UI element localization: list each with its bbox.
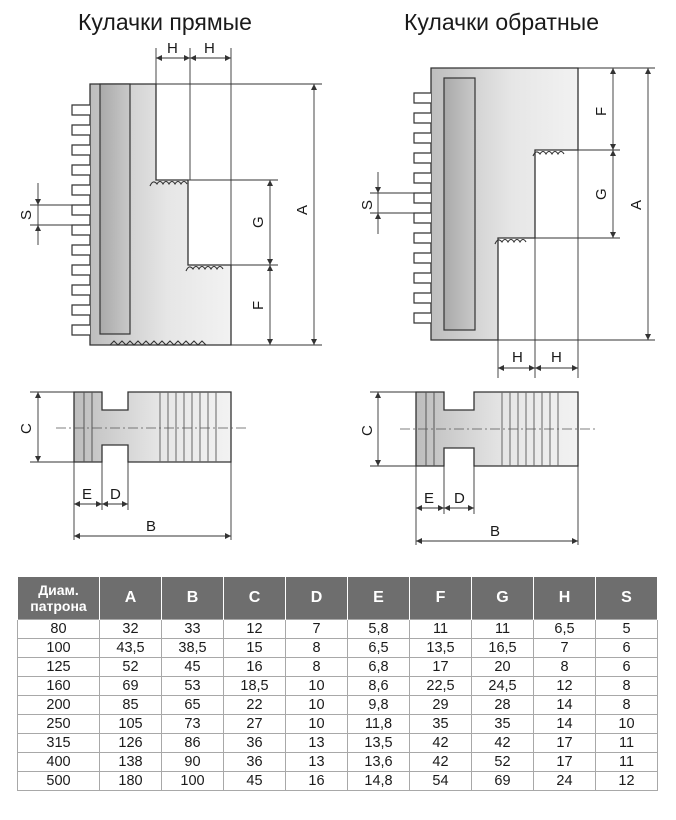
table-cell: 86 (162, 734, 224, 753)
dim-label-g-rev: G (593, 188, 610, 200)
table-cell: 6,5 (534, 620, 596, 639)
table-cell: 16,5 (472, 639, 534, 658)
table-cell: 6,8 (348, 658, 410, 677)
straight-jaw-front-view (72, 84, 231, 345)
table-cell: 180 (100, 772, 162, 791)
table-cell: 16 (224, 658, 286, 677)
table-row (18, 639, 658, 658)
dim-label-e: E (82, 486, 93, 503)
table-cell: 7 (286, 620, 348, 639)
table-cell: 9,8 (348, 696, 410, 715)
table-cell: 8 (596, 696, 658, 715)
table-row (18, 715, 658, 734)
table-cell: 11 (472, 620, 534, 639)
straight-jaw-top-view (56, 392, 248, 462)
table-cell: 138 (100, 753, 162, 772)
table-cell: 11 (596, 734, 658, 753)
header-d: D (286, 577, 348, 620)
table-row (18, 620, 658, 639)
table-cell: 36 (224, 734, 286, 753)
table-row (18, 696, 658, 715)
dim-label-h1-rev: H (512, 349, 523, 366)
table-cell: 8 (286, 658, 348, 677)
table-cell: 42 (472, 734, 534, 753)
title-reverse-jaws: Кулачки обратные (404, 9, 599, 35)
header-a: A (100, 577, 162, 620)
table-cell: 27 (224, 715, 286, 734)
dim-label-f: F (250, 300, 267, 310)
table-cell: 17 (534, 734, 596, 753)
table-cell-diameter: 100 (18, 639, 100, 658)
table-cell: 42 (410, 734, 472, 753)
table-cell: 12 (224, 620, 286, 639)
table-cell: 6 (596, 658, 658, 677)
table-cell-diameter: 125 (18, 658, 100, 677)
table-cell-diameter: 160 (18, 677, 100, 696)
table-cell: 45 (224, 772, 286, 791)
table-cell-diameter: 200 (18, 696, 100, 715)
table-cell: 13,6 (348, 753, 410, 772)
dim-label-f-rev: F (593, 106, 610, 116)
table-cell: 13 (286, 734, 348, 753)
table-cell-diameter: 500 (18, 772, 100, 791)
table-cell: 52 (472, 753, 534, 772)
table-cell: 10 (286, 715, 348, 734)
table-cell: 11,8 (348, 715, 410, 734)
table-cell: 8 (286, 639, 348, 658)
table-cell-diameter: 250 (18, 715, 100, 734)
table-cell: 6,5 (348, 639, 410, 658)
dim-label-b-rev: B (490, 523, 501, 540)
table-cell-diameter: 80 (18, 620, 100, 639)
table-cell: 12 (596, 772, 658, 791)
dim-label-h1: H (167, 40, 178, 57)
table-cell: 73 (162, 715, 224, 734)
table-cell: 7 (534, 639, 596, 658)
table-cell: 35 (472, 715, 534, 734)
dim-label-h2-rev: H (551, 349, 562, 366)
table-cell: 69 (100, 677, 162, 696)
table-cell: 53 (162, 677, 224, 696)
table-cell: 33 (162, 620, 224, 639)
table-cell: 22,5 (410, 677, 472, 696)
header-h: H (534, 577, 596, 620)
dim-label-d-rev: D (454, 490, 465, 507)
table-row (18, 734, 658, 753)
table-cell: 8 (534, 658, 596, 677)
table-cell: 24 (534, 772, 596, 791)
table-cell: 17 (534, 753, 596, 772)
table-cell: 11 (410, 620, 472, 639)
reverse-jaw-top-view (400, 392, 598, 466)
table-row (18, 658, 658, 677)
table-cell: 28 (472, 696, 534, 715)
table-row (18, 772, 658, 791)
table-cell: 16 (286, 772, 348, 791)
table-cell: 85 (100, 696, 162, 715)
table-cell: 5,8 (348, 620, 410, 639)
table-cell-diameter: 315 (18, 734, 100, 753)
dimensions-table (17, 577, 658, 791)
table-cell: 32 (100, 620, 162, 639)
dim-label-s: S (18, 209, 35, 220)
table-cell: 20 (472, 658, 534, 677)
table-cell: 5 (596, 620, 658, 639)
table-cell: 13,5 (410, 639, 472, 658)
table-cell: 126 (100, 734, 162, 753)
title-straight-jaws: Кулачки прямые (78, 9, 252, 35)
dim-label-e-rev: E (424, 490, 435, 507)
table-cell: 12 (534, 677, 596, 696)
table-cell: 45 (162, 658, 224, 677)
table-cell: 10 (596, 715, 658, 734)
header-c: C (224, 577, 286, 620)
dim-label-g: G (250, 216, 267, 228)
table-cell-diameter: 400 (18, 753, 100, 772)
table-cell: 10 (286, 677, 348, 696)
table-cell: 14 (534, 696, 596, 715)
dim-label-s-rev: S (359, 199, 376, 210)
table-row (18, 753, 658, 772)
table-cell: 69 (472, 772, 534, 791)
table-cell: 15 (224, 639, 286, 658)
dim-label-b: B (146, 518, 157, 535)
table-cell: 13,5 (348, 734, 410, 753)
table-cell: 8,6 (348, 677, 410, 696)
table-header-row (18, 577, 658, 620)
table-cell: 22 (224, 696, 286, 715)
table-cell: 100 (162, 772, 224, 791)
table-cell: 14,8 (348, 772, 410, 791)
table-cell: 38,5 (162, 639, 224, 658)
table-cell: 14 (534, 715, 596, 734)
table-cell: 10 (286, 696, 348, 715)
table-cell: 35 (410, 715, 472, 734)
table-cell: 17 (410, 658, 472, 677)
table-cell: 42 (410, 753, 472, 772)
header-s: S (596, 577, 658, 620)
dim-label-c: C (18, 423, 35, 434)
header-b: B (162, 577, 224, 620)
dim-label-h2: H (204, 40, 215, 57)
table-cell: 52 (100, 658, 162, 677)
table-cell: 90 (162, 753, 224, 772)
table-row (18, 677, 658, 696)
dim-label-a-rev: A (628, 199, 645, 210)
header-chuck-diameter: Диам. патрона (18, 577, 100, 620)
table-cell: 29 (410, 696, 472, 715)
table-cell: 43,5 (100, 639, 162, 658)
dim-label-d: D (110, 486, 121, 503)
table-cell: 105 (100, 715, 162, 734)
table-cell: 13 (286, 753, 348, 772)
table-cell: 18,5 (224, 677, 286, 696)
table-cell: 65 (162, 696, 224, 715)
reverse-jaw-front-view (414, 68, 578, 340)
header-f: F (410, 577, 472, 620)
table-cell: 8 (596, 677, 658, 696)
table-cell: 24,5 (472, 677, 534, 696)
header-g: G (472, 577, 534, 620)
table-cell: 36 (224, 753, 286, 772)
header-e: E (348, 577, 410, 620)
table-cell: 54 (410, 772, 472, 791)
table-cell: 11 (596, 753, 658, 772)
dim-label-c-rev: C (359, 425, 376, 436)
dim-label-a: A (294, 204, 311, 215)
table-cell: 6 (596, 639, 658, 658)
